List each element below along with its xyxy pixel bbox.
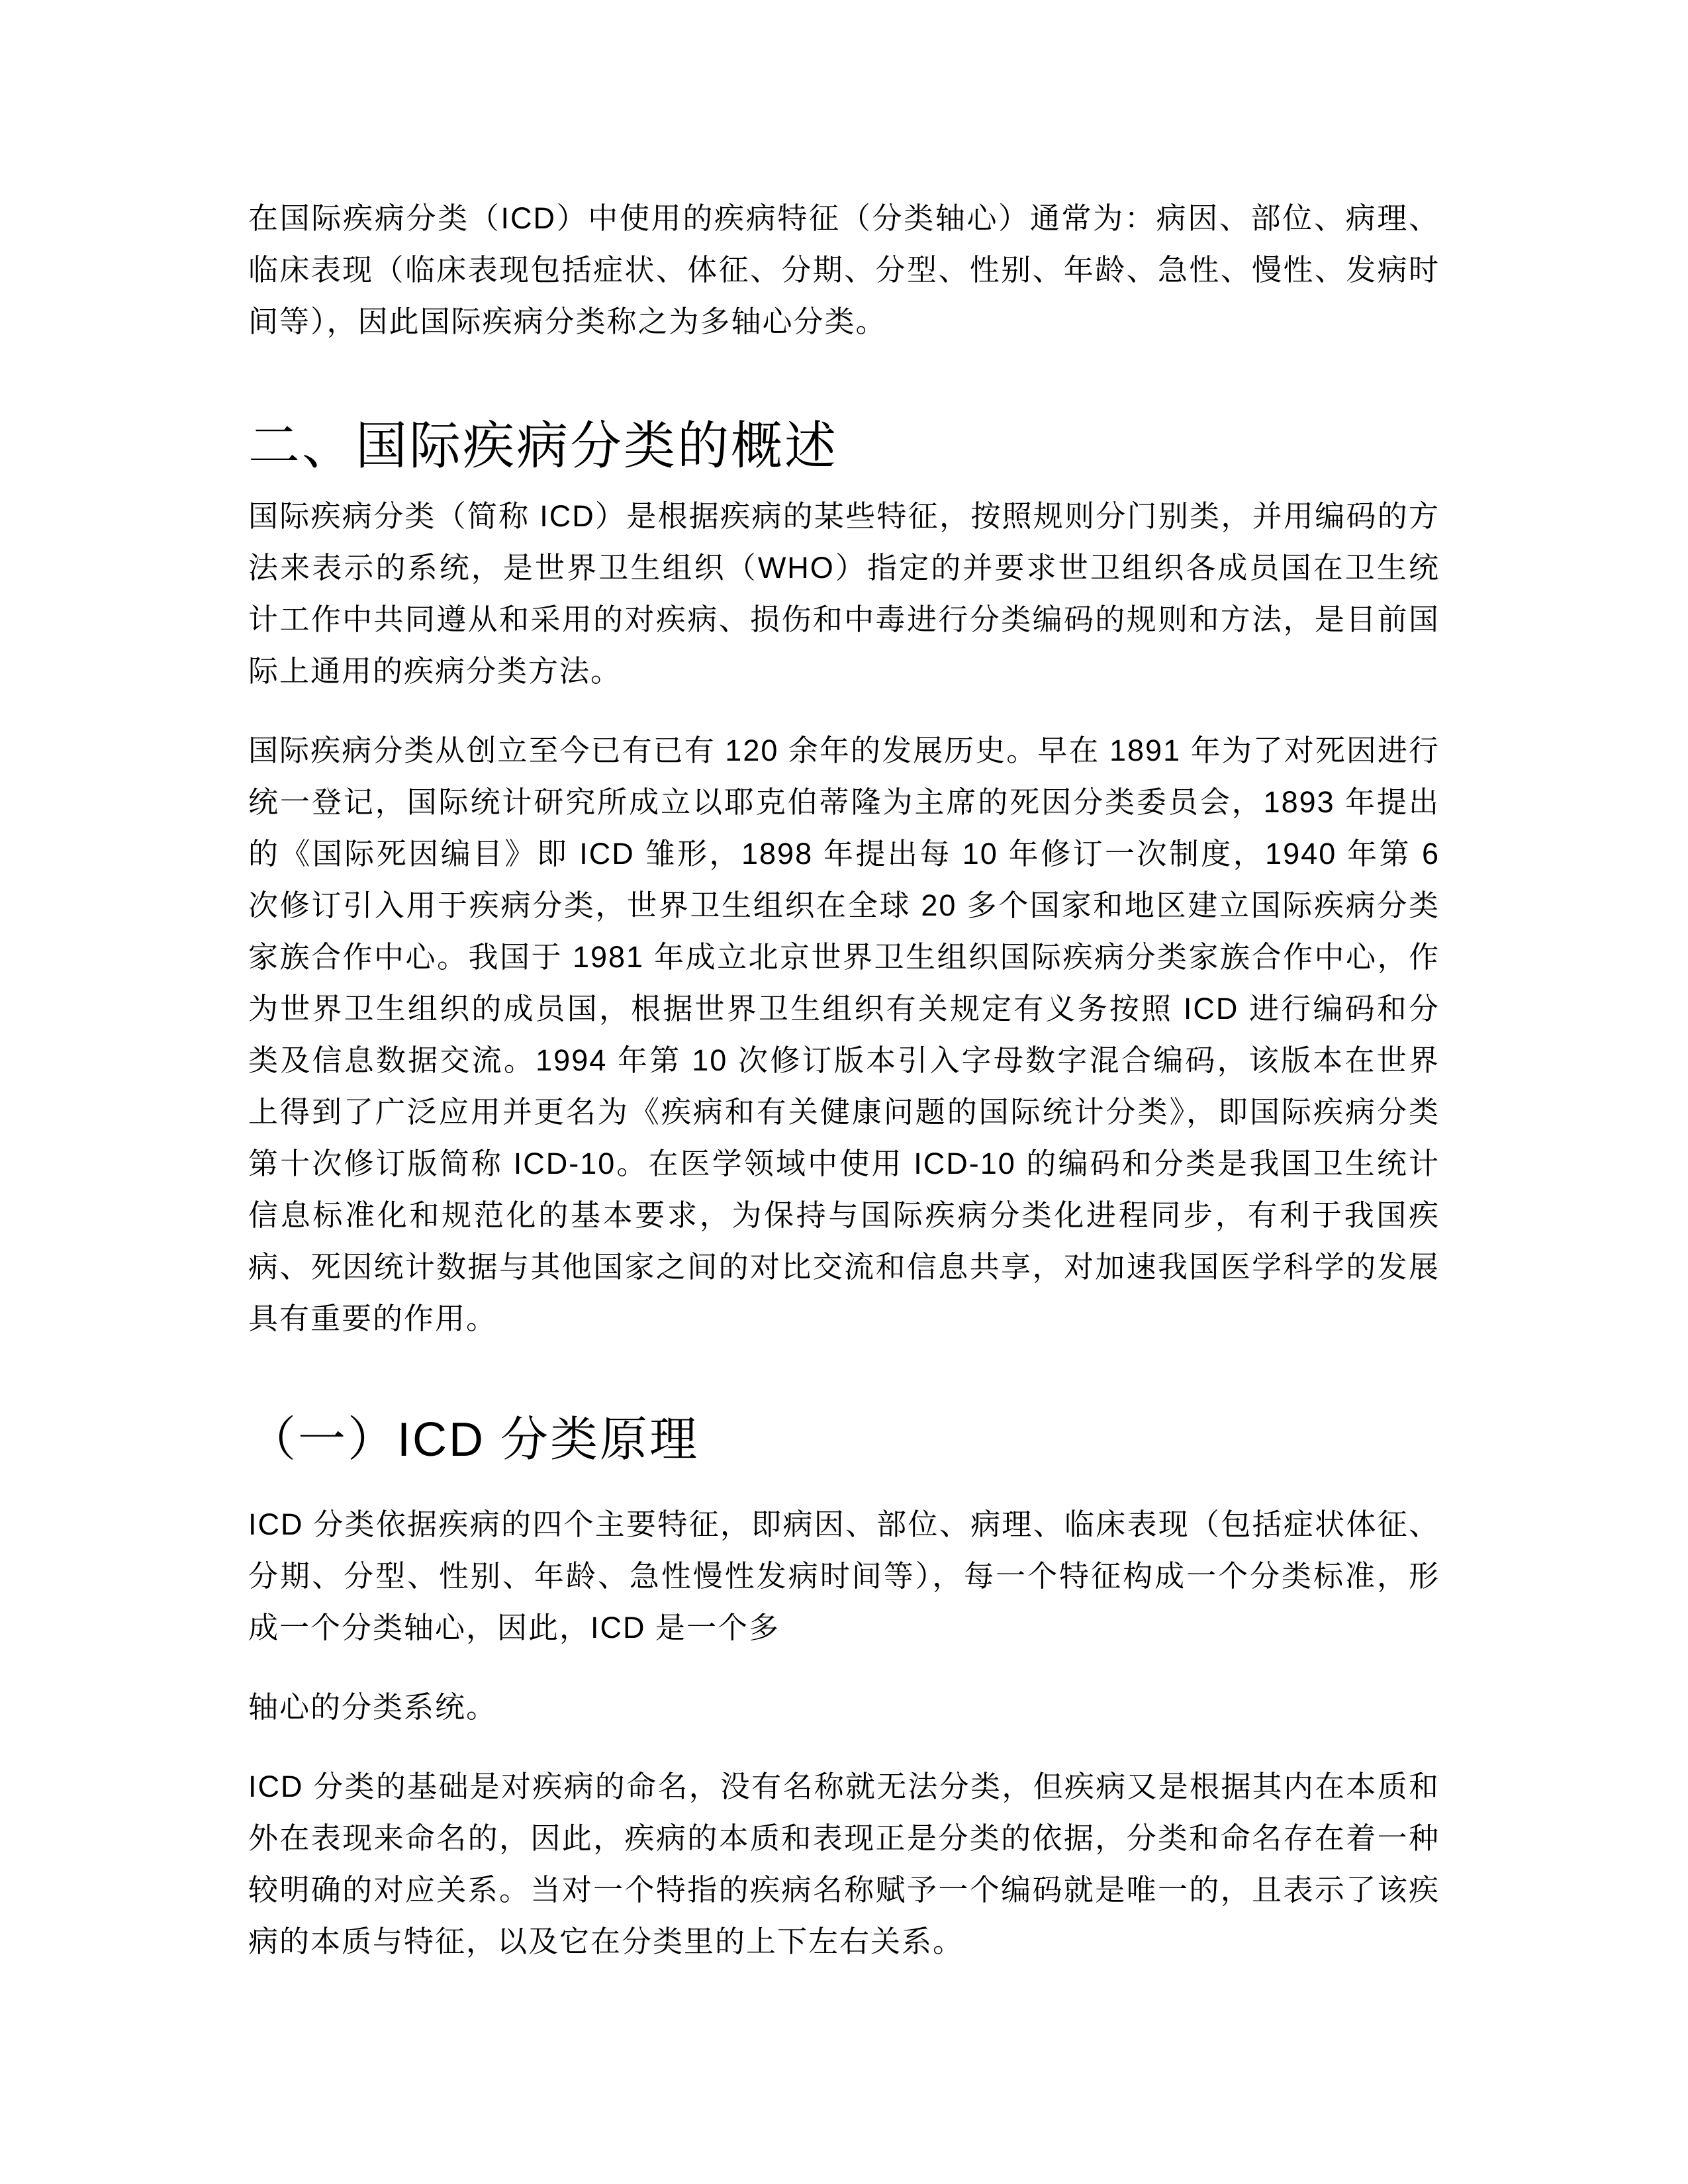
- paragraph-axis-system: 轴心的分类系统。: [248, 1690, 498, 1724]
- paragraph-naming-basis: ICD 分类的基础是对疾病的命名，没有名称就无法分类，但疾病又是根据其内在本质和外在表现来命名的，因此，疾病的本质和表现正是分类的依据，分类和命名存在着一种较明确的对应关系。当对一个特指的疾病名称赋予一个编码就是唯一的，且表示了该疾病的本质与特征，以及它在分类里的上下左右关系。: [248, 1770, 1440, 1958]
- paragraph-classification-axes: ICD 分类依据疾病的四个主要特征，即病因、部位、病理、临床表现（包括症状体征、分期、分型、性别、年龄、急性慢性发病时间等），每一个特征构成一个分类标准，形成一个分类轴心，因此，ICD 是一个多: [248, 1507, 1440, 1644]
- document-body: [248, 193, 1440, 1968]
- subsection-heading-classification-principle: （一）ICD 分类原理: [248, 1413, 700, 1466]
- intro-paragraph: 在国际疾病分类（ICD）中使用的疾病特征（分类轴心）通常为：病因、部位、病理、临床表现（临床表现包括症状、体征、分期、分型、性别、年龄、急性、慢性、发病时间等），因此国际疾病分类称之为多轴心分类。: [248, 201, 1440, 338]
- paragraph-icd-history: 国际疾病分类从创立至今已有已有 120 余年的发展历史。早在 1891 年为了对死因进行统一登记，国际统计研究所成立以耶克伯蒂隆为主席的死因分类委员会，1893 年提出的《国际死因编目》即 ICD 雏形，1898 年提出每 10 年修订一次制度，1940 年第 6 次修订引入用于疾病分类，世界卫生组织在全球 20 多个国家和地区建立国际疾病分类家族合作中心。我国于 1981 年成立北京世界卫生组织国际疾病分类家族合作中心，作为世界卫生组织的成员国，根据世界卫生组织有关规定有义务按照 ICD 进行编码和分类及信息数据交流。1994 年第 10 次修订版本引入字母数字混合编码，该版本在世界上得到了广泛应用并更名为《疾病和有关健康问题的国际统计分类》，即国际疾病分类第十次修订版简称 ICD-10。在医学领域中使用 ICD-10 的编码和分类是我国卫生统计信息标准化和规范化的基本要求，为保持与国际疾病分类化进程同步，有利于我国疾病、死因统计数据与其他国家之间的对比交流和信息共享，对加速我国医学科学的发展具有重要的作用。: [248, 734, 1440, 1335]
- paragraph-icd-definition: 国际疾病分类（简称 ICD）是根据疾病的某些特征，按照规则分门别类，并用编码的方法来表示的系统，是世界卫生组织（WHO）指定的并要求世卫组织各成员国在卫生统计工作中共同遵从和采用的对疾病、损伤和中毒进行分类编码的规则和方法，是目前国际上通用的疾病分类方法。: [248, 499, 1440, 688]
- section-heading-overview: 二、国际疾病分类的概述: [248, 416, 839, 475]
